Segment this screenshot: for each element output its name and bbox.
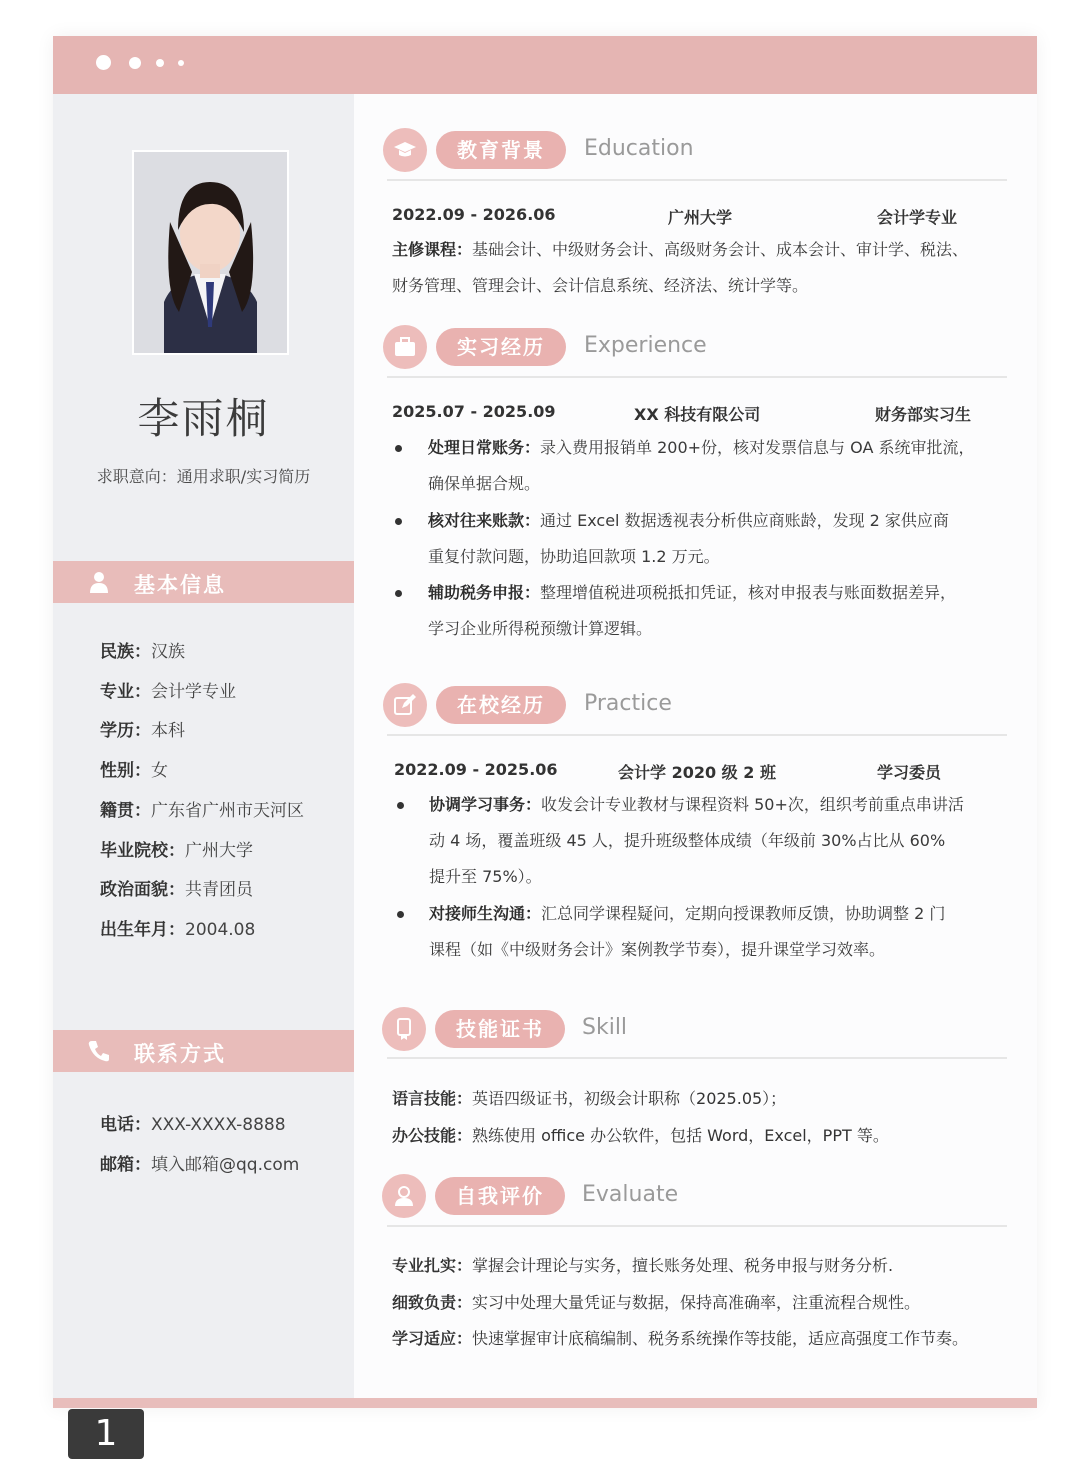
education-title: 教育背景 (436, 131, 566, 169)
divider (387, 1225, 1007, 1227)
item-line-2: 重复付款问题，协助追回款项 1.2 万元。 (428, 547, 720, 566)
divider (387, 179, 1007, 181)
item-label: 辅助税务申报： (428, 583, 541, 602)
practice-item (429, 896, 1049, 968)
experience-item (428, 575, 1048, 647)
job-intent-label: 求职意向： (96, 467, 177, 486)
info-hometown (100, 796, 304, 821)
practice-icon-circle (383, 683, 427, 727)
info-value: 汉族 (151, 642, 185, 662)
item-line-1: 通过 Excel 数据透视表分析供应商账龄，发现 2 家供应商 (540, 511, 949, 530)
item-label: 核对往来账款： (428, 511, 541, 530)
experience-subtitle: Experience (584, 333, 707, 358)
evaluate-title: 自我评价 (435, 1177, 565, 1215)
education-school: 广州大学 (668, 208, 733, 227)
header-dot (129, 57, 141, 69)
item-line-1: 整理增值税进项税抵扣凭证，核对申报表与账面数据差异， (540, 583, 957, 602)
info-label: 政治面貌： (100, 880, 185, 900)
bullet (397, 911, 404, 918)
header-bar (53, 36, 1037, 94)
header-dot (178, 60, 184, 66)
item-label: 专业扎实： (392, 1256, 473, 1275)
info-value: 本科 (151, 721, 185, 741)
item-value: 英语四级证书，初级会计职称（2025.05）； (472, 1089, 787, 1108)
practice-title: 在校经历 (436, 686, 566, 724)
bullet (395, 590, 402, 597)
item-value: 熟练使用 office 办公软件，包括 Word，Excel，PPT 等。 (472, 1126, 889, 1145)
profile-photo (132, 150, 289, 355)
education-courses (392, 232, 1032, 304)
evaluate-item (392, 1290, 920, 1313)
item-line-2: 课程（如《中级财务会计》案例教学节奏），提升课堂学习效率。 (429, 940, 886, 959)
edit-icon (393, 693, 417, 717)
info-gender (100, 756, 168, 781)
info-label: 电话： (100, 1115, 151, 1135)
info-value: 2004.08 (185, 920, 256, 940)
skill-icon-circle (382, 1007, 426, 1051)
bullet (395, 445, 402, 452)
info-political (100, 875, 253, 900)
item-label: 处理日常账务： (428, 438, 541, 457)
basic-info-header (53, 561, 354, 603)
evaluate-subtitle: Evaluate (582, 1182, 679, 1207)
phone-icon (87, 1039, 111, 1063)
item-label: 细致负责： (392, 1293, 473, 1312)
item-value: 快速掌握审计底稿编制、税务系统操作等技能，适应高强度工作节奏。 (472, 1329, 969, 1348)
info-label: 专业： (100, 682, 151, 702)
item-line-1: 汇总同学课程疑问，定期向授课教师反馈，协助调整 2 门 (541, 904, 946, 923)
courses-line-2: 财务管理、管理会计、会计信息系统、经济法、统计学等。 (392, 276, 809, 295)
info-value: 女 (151, 761, 168, 781)
item-label: 协调学习事务： (429, 795, 542, 814)
sidebar (53, 94, 354, 1454)
divider (387, 376, 1007, 378)
info-value: 广州大学 (185, 841, 253, 861)
experience-item (428, 503, 1048, 575)
item-line-2: 确保单据合规。 (428, 474, 541, 493)
graduation-cap-icon (393, 138, 417, 162)
certificate-icon (392, 1017, 416, 1041)
item-label: 办公技能： (392, 1126, 473, 1145)
item-label: 语言技能： (392, 1089, 473, 1108)
item-value: 掌握会计理论与实务，擅长账务处理、税务申报与财务分析. (472, 1256, 894, 1275)
item-line-1: 收发会计专业教材与课程资料 50+次，组织考前重点串讲活 (541, 795, 964, 814)
header-dot (96, 55, 111, 70)
contact-header (53, 1030, 354, 1072)
info-value: 共青团员 (185, 880, 253, 900)
briefcase-icon (393, 335, 417, 359)
education-date: 2022.09 - 2026.06 (392, 205, 556, 224)
practice-date: 2022.09 - 2025.06 (394, 760, 558, 779)
skill-title: 技能证书 (435, 1010, 565, 1048)
info-value: 填入邮箱@qq.com (151, 1155, 300, 1175)
info-birth (100, 915, 255, 940)
resume-sheet (53, 36, 1037, 1454)
info-label: 籍贯： (100, 801, 151, 821)
info-value: 广东省广州市天河区 (151, 801, 304, 821)
item-line-3: 提升至 75%）。 (429, 867, 542, 886)
info-school (100, 836, 253, 861)
skill-language (392, 1086, 786, 1109)
user-badge-icon (392, 1184, 416, 1208)
info-label: 民族： (100, 642, 151, 662)
info-degree (100, 716, 185, 741)
practice-subtitle: Practice (584, 691, 672, 716)
contact-email (100, 1150, 299, 1175)
info-value: 会计学专业 (151, 682, 236, 702)
education-icon-circle (383, 128, 427, 172)
job-intent (53, 464, 354, 487)
experience-title: 实习经历 (436, 328, 566, 366)
bullet (395, 518, 402, 525)
info-label: 邮箱： (100, 1155, 151, 1175)
courses-label: 主修课程： (392, 240, 473, 259)
item-line-1: 录入费用报销单 200+份，核对发票信息与 OA 系统审批流， (540, 438, 975, 457)
job-intent-value: 通用求职/实习简历 (176, 467, 311, 486)
skill-subtitle: Skill (582, 1015, 628, 1040)
practice-item (429, 787, 1049, 895)
experience-role: 财务部实习生 (875, 405, 972, 424)
contact-title: 联系方式 (134, 1042, 226, 1066)
skill-office (392, 1123, 889, 1146)
practice-org: 会计学 2020 级 2 班 (618, 763, 776, 782)
item-line-2: 学习企业所得税预缴计算逻辑。 (428, 619, 653, 638)
page-number-badge: 1 (68, 1409, 144, 1459)
info-major (100, 677, 236, 702)
footer-bar (53, 1398, 1037, 1408)
profile-name: 李雨桐 (137, 394, 270, 443)
info-label: 学历： (100, 721, 151, 741)
info-label: 性别： (100, 761, 151, 781)
bullet (397, 802, 404, 809)
header-dot (156, 59, 164, 67)
info-ethnicity (100, 637, 185, 662)
experience-company: XX 科技有限公司 (634, 405, 761, 424)
experience-item (428, 430, 1048, 502)
divider (387, 734, 1007, 736)
courses-line-1: 基础会计、中级财务会计、高级财务会计、成本会计、审计学、税法、 (472, 240, 969, 259)
item-label: 对接师生沟通： (429, 904, 542, 923)
person-icon (87, 570, 111, 594)
experience-icon-circle (383, 325, 427, 369)
info-label: 毕业院校： (100, 841, 185, 861)
info-label: 出生年月： (100, 920, 185, 940)
item-label: 学习适应： (392, 1329, 473, 1348)
practice-role: 学习委员 (877, 763, 942, 782)
divider (387, 1057, 1007, 1059)
info-value: XXX-XXXX-8888 (151, 1115, 286, 1135)
education-subtitle: Education (584, 136, 694, 161)
evaluate-item (392, 1253, 893, 1276)
item-line-2: 动 4 场，覆盖班级 45 人，提升班级整体成绩（年级前 30%占比从 60% (429, 831, 946, 850)
experience-date: 2025.07 - 2025.09 (392, 402, 556, 421)
item-value: 实习中处理大量凭证与数据，保持高准确率，注重流程合规性。 (472, 1293, 921, 1312)
contact-phone (100, 1110, 286, 1135)
evaluate-icon-circle (382, 1174, 426, 1218)
evaluate-item (392, 1326, 968, 1349)
basic-info-title: 基本信息 (134, 573, 226, 597)
education-major: 会计学专业 (877, 208, 958, 227)
